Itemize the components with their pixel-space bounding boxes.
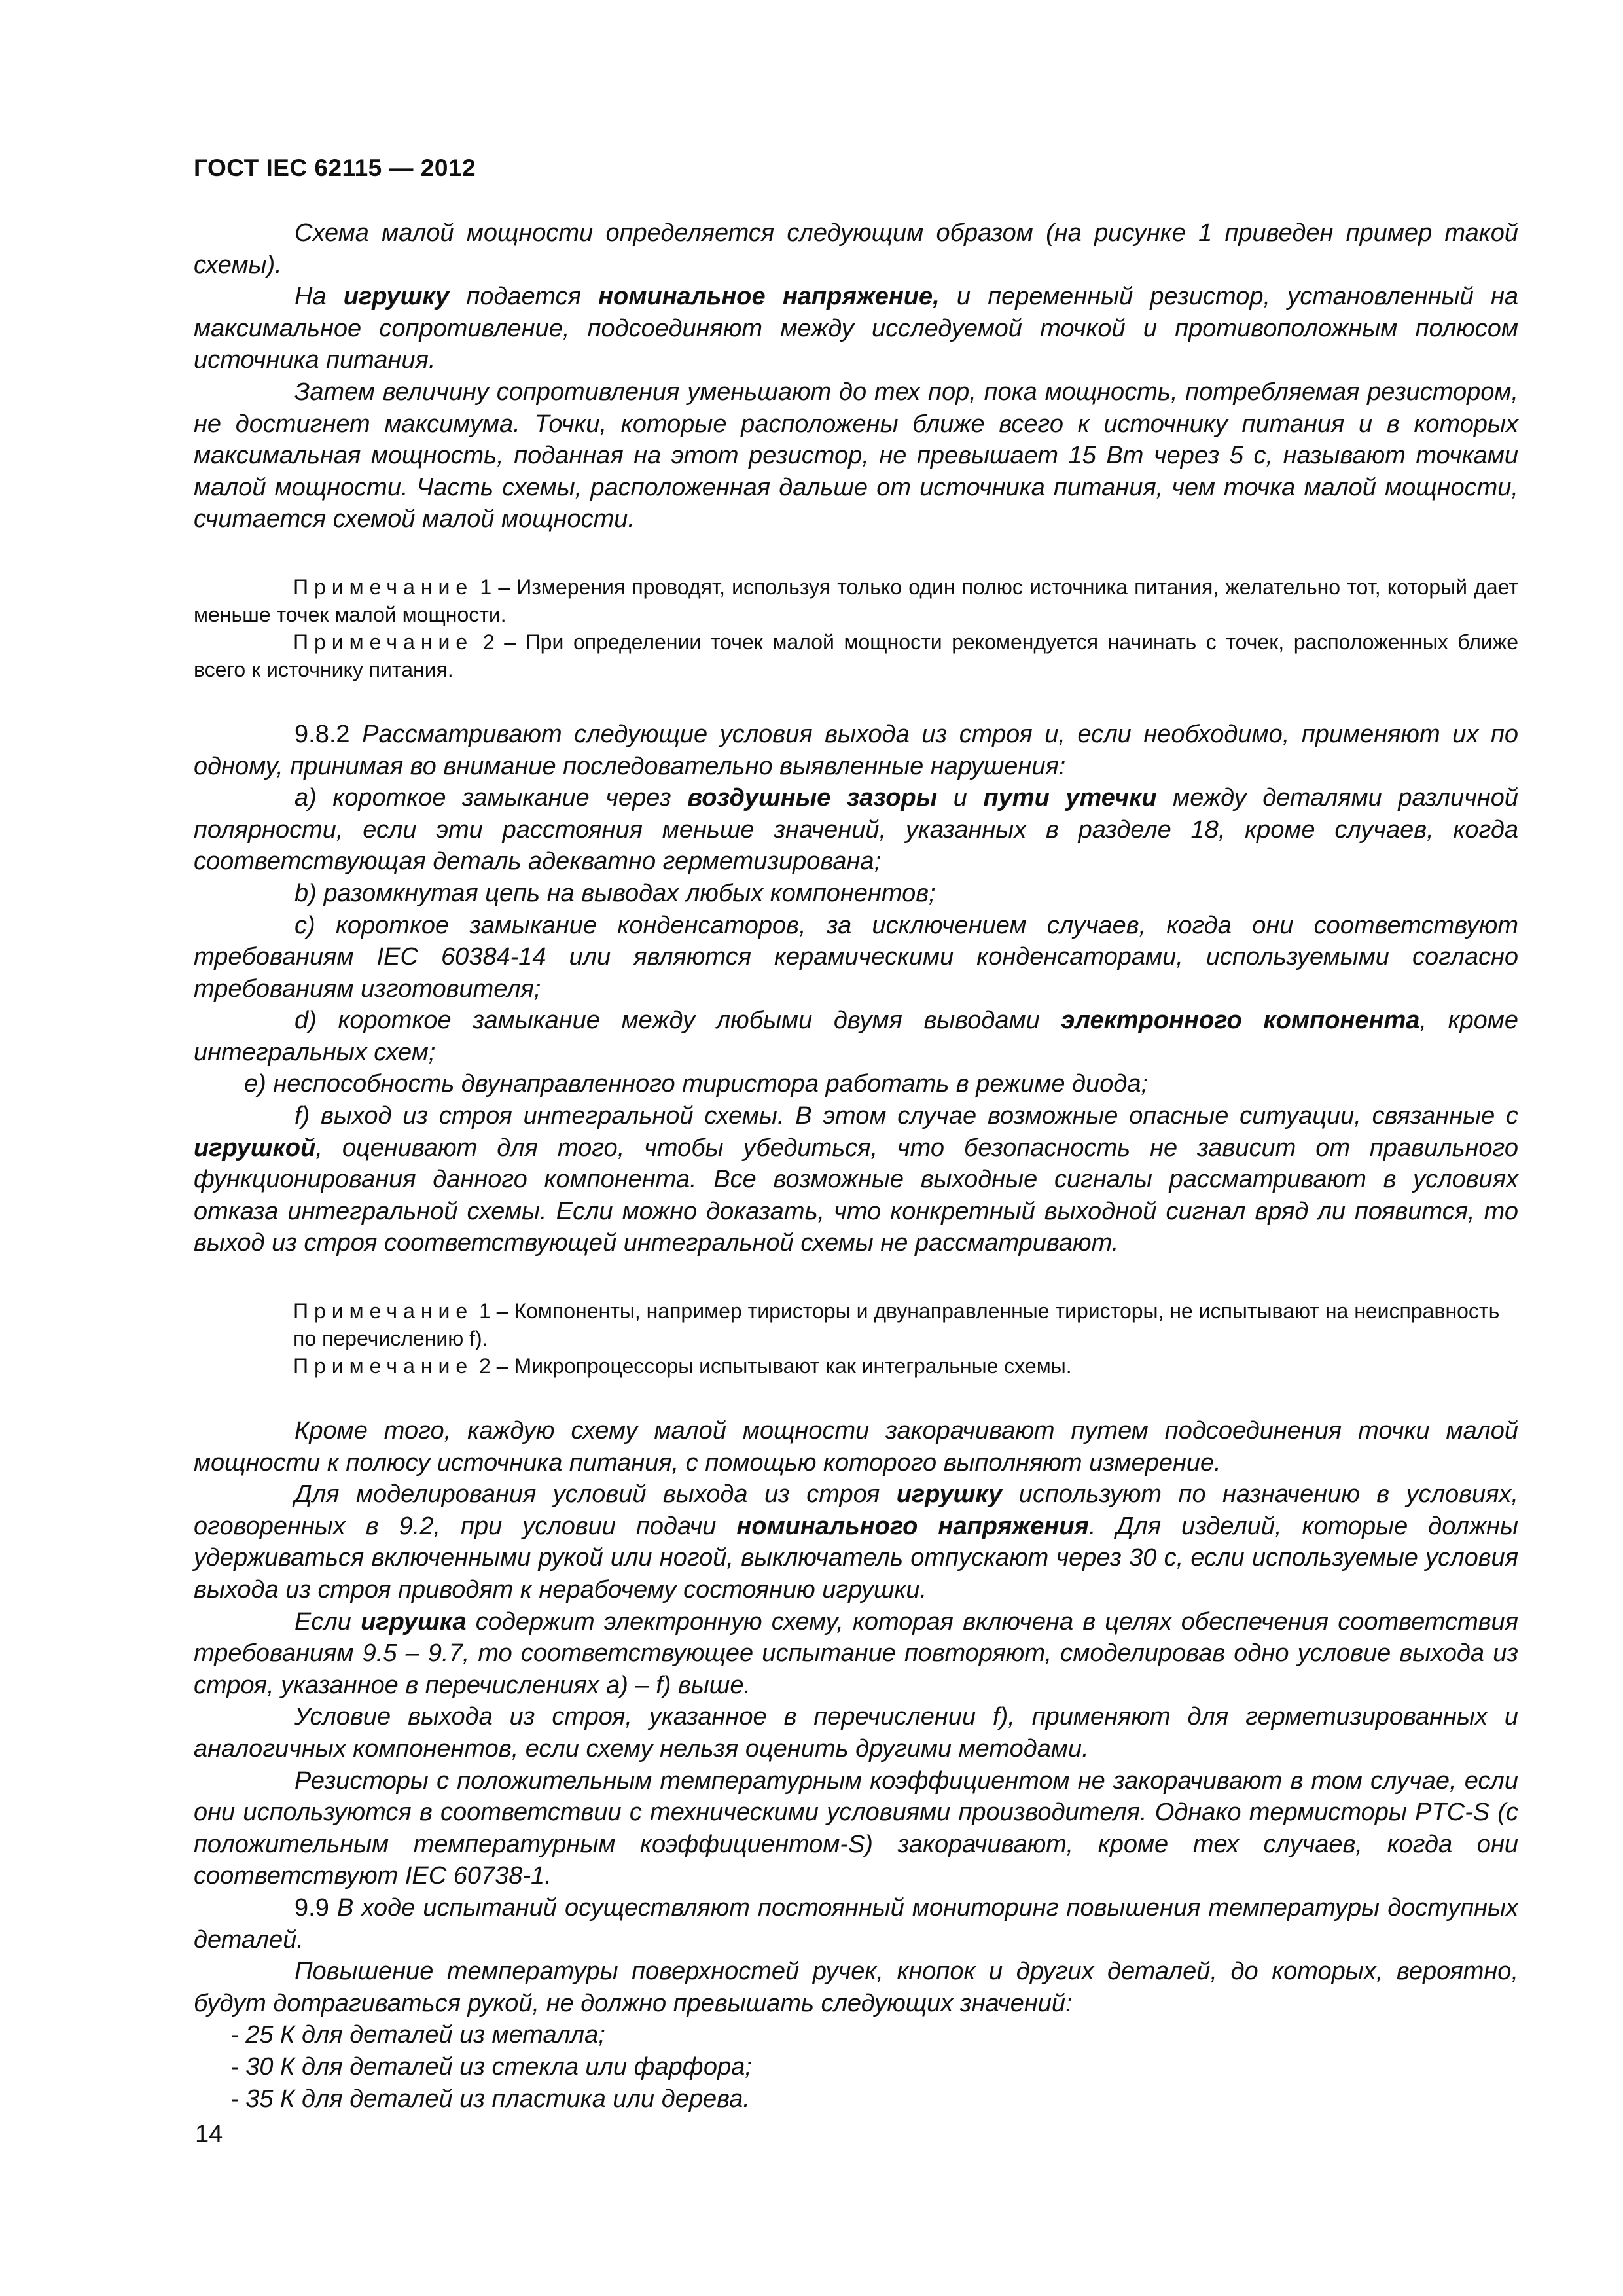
note-1: Примечание 1 – Измерения проводят, используя только один полюс источника питания, желательно тот, который дает меньше точек малой мощности. [194, 575, 1519, 626]
list-item-f: f) выход из строя интегральной схемы. В этом случае возможные опасные ситуации, связанные с игрушкой, оценивают для того, чтобы убедиться, что безопасность не зависит от правильного функционирования данного компонента. Все возможные выходные сигналы рассматривают в условиях отказа интегральной схемы. Если можно доказать, что конкретный выходной сигнал вряд ли появится, то выход из строя соответствующей интегральной схемы не рассматривают. [194, 1102, 1518, 1257]
paragraph-ptc-resistors: Резисторы с положительным температурным коэффициентом не закорачивают в том случае, если они используются в соответствии с техническими условиями производителя. Однако термисторы PTC-S (с положительным температурным коэффициентом-S) закорачивают, кроме тех случаев, когда они соответствуют IEC 60738-1. [194, 1767, 1518, 1890]
paragraph-rated-voltage: На игрушку подается номинальное напряжение, и переменный резистор, установленный на максимальное сопротивление, подсоединяют между исследуемой точкой и противоположным полюсом источника питания. [194, 283, 1518, 374]
paragraph-low-power-definition: Схема малой мощности определяется следующим образом (на рисунке 1 приведен пример такой схемы). [194, 219, 1518, 279]
list-item-c: c) короткое замыкание конденсаторов, за исключением случаев, когда они соответствуют требованиям IEC 60384-14 или являются керамическими конденсаторами, используемыми согласно требованиям изготовителя; [194, 911, 1518, 1003]
list-item-d: d) короткое замыкание между любыми двумя выводами электронного компонента, кроме интегральных схем; [194, 1007, 1518, 1066]
section-9-8-2: 9.8.2 Рассматривают следующие условия выхода из строя и, если необходимо, применяют их по одному, принимая во внимание последовательно выявленные нарушения: [194, 720, 1519, 780]
list-item-limit-plastic: - 35 К для деталей из пластика или дерева. [230, 2085, 750, 2113]
note-2: Примечание 2 – При определении точек малой мощности рекомендуется начинать с точек, расположенных ближе всего к источнику питания. [194, 630, 1519, 681]
note-3: Примечание 1 – Компоненты, например тиристоры и двунаправленные тиристоры, не испытывают на неисправность по перечислению f). [293, 1299, 1500, 1351]
list-item-limit-metal: - 25 К для деталей из металла; [230, 2021, 605, 2049]
paragraph-condition-f: Условие выхода из строя, указанное в перечислении f), применяют для герметизированных и аналогичных компонентов, если схему нельзя оценить другими методами. [194, 1703, 1518, 1763]
list-item-a: a) короткое замыкание через воздушные зазоры и пути утечки между деталями различной полярности, если эти расстояния меньше значений, указанных в разделе 18, кроме случаев, когда соответствующая деталь адекватно герметизирована; [194, 784, 1519, 876]
paragraph-short-circuit-low-power: Кроме того, каждую схему малой мощности закорачивают путем подсоединения точки малой мощности к полюсу источника питания, с помощью которого выполняют измерение. [194, 1417, 1518, 1477]
list-item-b: b) разомкнутая цепь на выводах любых компонентов; [294, 879, 936, 907]
document-header: ГОСТ IEC 62115 — 2012 [194, 154, 476, 181]
list-item-e: e) неспособность двунаправленного тиристора работать в режиме диода; [244, 1070, 1149, 1098]
section-9-9: 9.9 В ходе испытаний осуществляют постоянный мониторинг повышения температуры доступных деталей. [194, 1893, 1518, 1954]
page-number: 14 [195, 2121, 223, 2148]
paragraph-fault-simulation: Для моделирования условий выхода из строя игрушку используют по назначению в условиях, оговоренных в 9.2, при условии подачи номинального напряжения. Для изделий, которые должны удерживаться включенными рукой или ногой, выключатель отпускают через 30 с, если используемые условия выхода из строя приводят к нерабочему состоянию игрушки. [194, 1480, 1518, 1604]
document-body [194, 217, 1518, 2115]
paragraph-temperature-rise: Повышение температуры поверхностей ручек, кнопок и других деталей, до которых, вероятно, будут дотрагиваться рукой, не должно превышать следующих значений: [194, 1958, 1518, 2017]
paragraph-resistance-reduction: Затем величину сопротивления уменьшают до тех пор, пока мощность, потребляемая резистором, не достигнет максимума. Точки, которые расположены ближе всего к источнику питания и в которых максимальная мощность, поданная на этот резистор, не превышает 15 Вт через 5 с, называют точками малой мощности. Часть схемы, расположенная дальше от источника питания, чем точка малой мощности, считается схемой малой мощности. [194, 378, 1518, 533]
list-item-limit-glass: - 30 К для деталей из стекла или фарфора; [230, 2053, 752, 2081]
paragraph-electronic-circuit: Если игрушка содержит электронную схему, которая включена в целях обеспечения соответствия требованиям 9.5 – 9.7, то соответствующее испытание повторяют, смоделировав одно условие выхода из строя, указанное в перечислениях a) – f) выше. [194, 1607, 1518, 1699]
note-4: Примечание 2 – Микропроцессоры испытывают как интегральные схемы. [293, 1354, 1072, 1378]
